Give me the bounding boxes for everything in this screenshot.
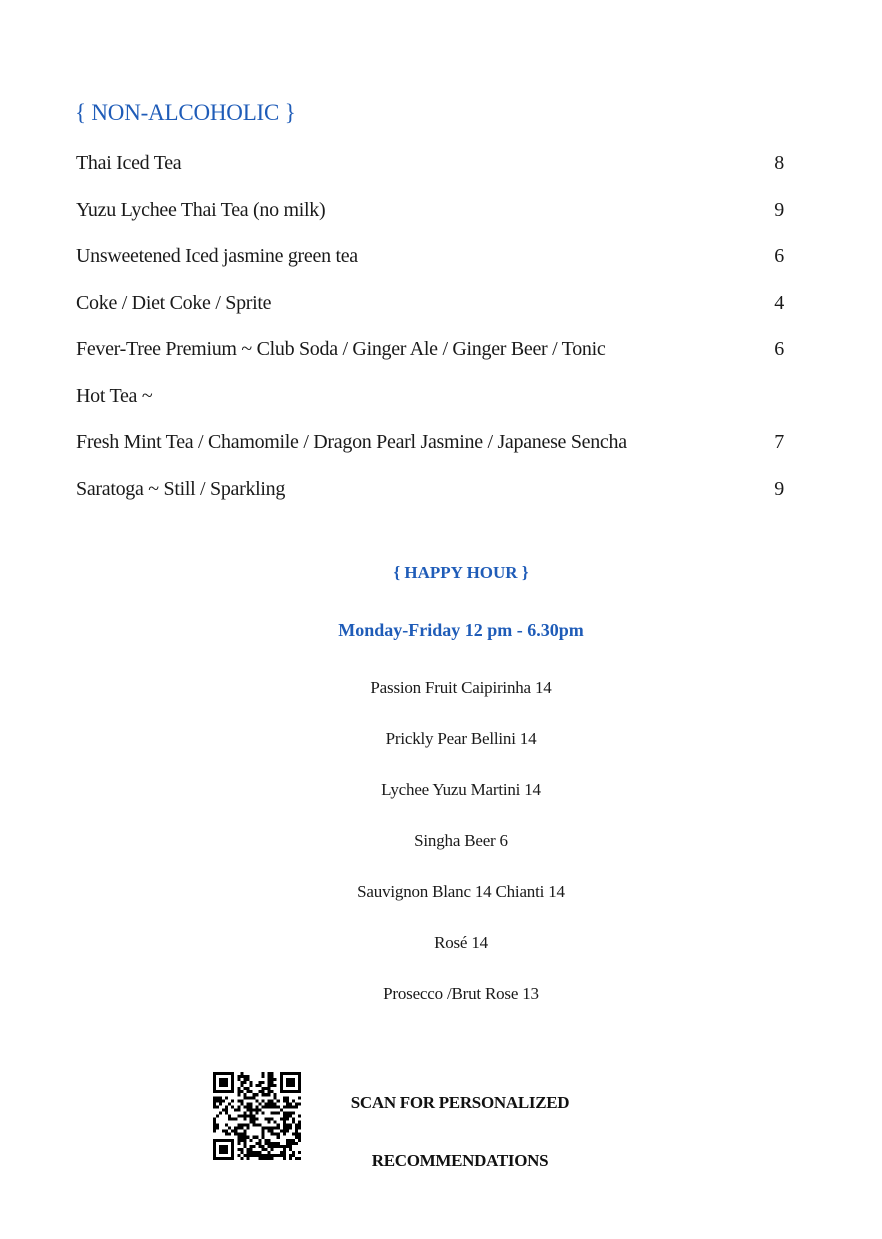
- menu-item-name: Saratoga ~ Still / Sparkling: [76, 477, 286, 500]
- qr-code-icon[interactable]: [213, 1072, 301, 1160]
- menu-item: [76, 431, 784, 478]
- happy-hour-item: Singha Beer 6: [414, 831, 508, 850]
- happy-hour-item: Sauvignon Blanc 14 Chianti 14: [357, 882, 565, 901]
- menu-item: [76, 478, 784, 525]
- menu-item: [76, 292, 784, 339]
- happy-hour-item: Prickly Pear Bellini 14: [385, 729, 537, 748]
- happy-hour-title: { HAPPY HOUR }: [393, 563, 529, 582]
- menu-item-name: Unsweetened Iced jasmine green tea: [76, 245, 358, 267]
- happy-hour-item: Lychee Yuzu Martini 14: [381, 780, 541, 799]
- menu-item-price: 8: [774, 152, 784, 174]
- happy-hour-hours: Monday-Friday 12 pm - 6.30pm: [338, 620, 584, 640]
- menu-item-name: Yuzu Lychee Thai Tea (no milk): [76, 198, 326, 221]
- happy-hour-item: Rosé 14: [434, 933, 488, 952]
- menu-item-name: Thai Iced Tea: [76, 152, 182, 174]
- menu-item: [76, 152, 784, 199]
- menu-item-price: 9: [774, 477, 784, 500]
- menu-item: [76, 199, 784, 246]
- menu-item: [76, 245, 784, 292]
- menu-item-name: Hot Tea ~: [76, 384, 153, 407]
- menu-item-price: 6: [774, 338, 784, 360]
- happy-hour-item: Passion Fruit Caipirinha 14: [370, 678, 552, 697]
- menu-item-price: 9: [774, 198, 784, 221]
- happy-hour-list: [0, 678, 882, 1035]
- menu-item-name: Fever-Tree Premium ~ Club Soda / Ginger Ale / Ginger Beer / Tonic: [76, 338, 606, 360]
- menu-item-price: 6: [774, 245, 784, 267]
- non-alcoholic-list: [76, 152, 784, 524]
- menu-item-name: Coke / Diet Coke / Sprite: [76, 291, 272, 314]
- menu-item-price: 7: [774, 431, 784, 453]
- menu-item: [76, 338, 784, 385]
- scan-label-line-1: SCAN FOR PERSONALIZED: [350, 1093, 570, 1112]
- menu-item-price: 4: [774, 291, 784, 314]
- happy-hour-item: Prosecco /Brut Rose 13: [383, 984, 539, 1003]
- non-alcoholic-title: { NON-ALCOHOLIC }: [75, 100, 296, 125]
- menu-item-name: Fresh Mint Tea / Chamomile / Dragon Pearl Jasmine / Japanese Sencha: [76, 431, 627, 453]
- scan-label-line-2: RECOMMENDATIONS: [371, 1151, 549, 1170]
- menu-item: [76, 385, 784, 432]
